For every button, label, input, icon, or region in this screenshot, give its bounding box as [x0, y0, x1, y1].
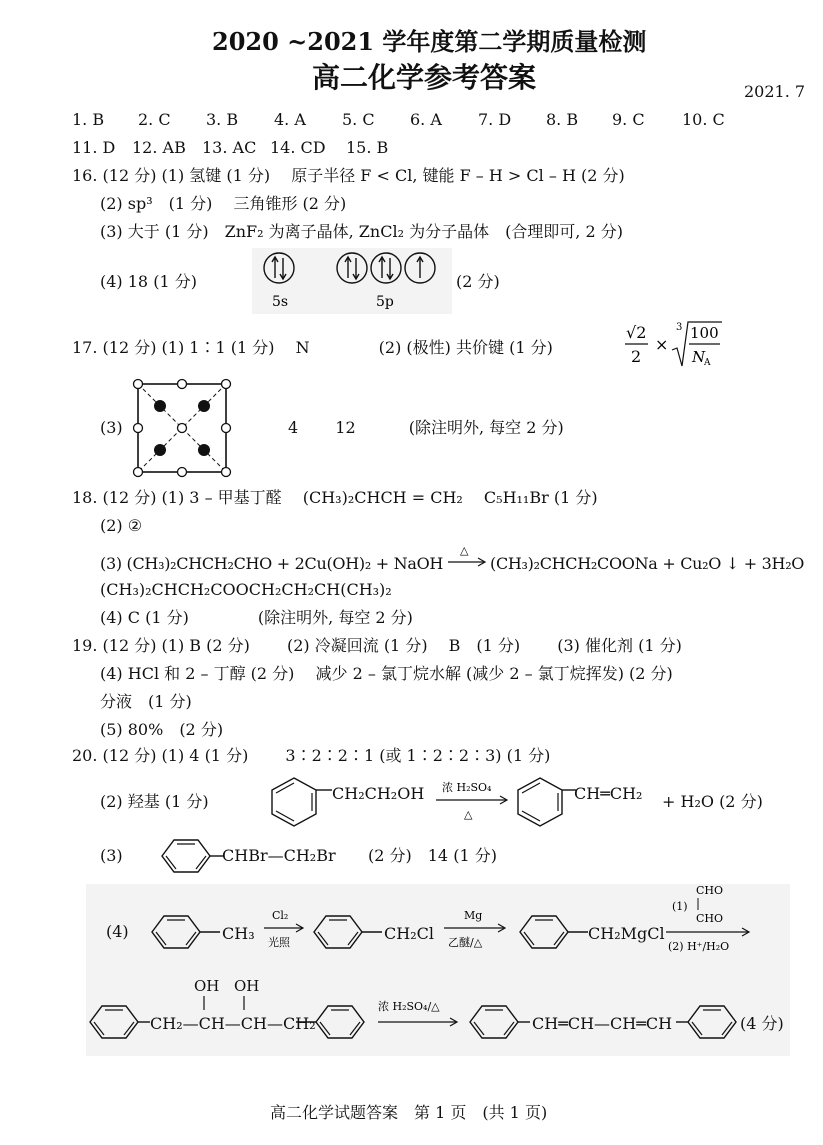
q19-line4: (5) 80% (2 分): [100, 720, 224, 739]
mc-answer-8: 8. B: [546, 110, 579, 129]
q20-cond-top: 浓 H₂SO₄: [442, 781, 492, 794]
q20-cond2-bottom: 乙醚/△: [448, 936, 483, 949]
q16-line2: (2) sp³ (1 分) 三角锥形 (2 分): [100, 194, 347, 213]
q20-line2-label: (2) 羟基 (1 分): [100, 792, 209, 811]
q18-line3: (3) (CH₃)₂CHCH₂CHO + 2Cu(OH)₂ + NaOH: [100, 554, 444, 573]
crystal-unit-cell-diagram: [130, 376, 236, 482]
q20-line4-label: (4): [106, 922, 129, 941]
mc-answer-7: 7. D: [478, 110, 512, 129]
orbital-5s: [264, 253, 294, 283]
mc-answer-9: 9. C: [612, 110, 645, 129]
formula-root-numerator: 100: [690, 324, 719, 342]
q18-line3-product: (CH₃)₂CHCH₂COONa + Cu₂O ↓ + 3H₂O: [490, 554, 805, 573]
q20-step2-substance: CH₂Cl: [384, 924, 434, 943]
q20-step1-substance: CH₃: [222, 924, 255, 943]
mc-answer-15: 15. B: [346, 138, 389, 157]
reaction-arrow-icon: [446, 544, 488, 570]
reaction-arrow-icon: [442, 906, 508, 952]
orbital-label-5p: 5p: [376, 294, 394, 310]
q20-line2-reactant: CH₂CH₂OH: [332, 784, 425, 803]
q19-line1: 19. (12 分) (1) B (2 分) (2) 冷凝回流 (1 分) B (1 分) (3) 催化剂 (1 分): [72, 636, 682, 655]
q18-line1: 18. (12 分) (1) 3 – 甲基丁醛 (CH₃)₂CHCH = CH₂ C₅H₁₁Br (1 分): [72, 488, 598, 507]
benzene-ring-icon: [514, 910, 594, 954]
q20-cond3-bottom: (2) H⁺/H₂O: [668, 940, 730, 953]
q18-line5: (4) C (1 分) (除注明外, 每空 2 分): [100, 608, 413, 627]
page-title: 2020 ~2021 学年度第二学期质量检测: [212, 27, 647, 56]
q20-line3-score: (2 分) 14 (1 分): [368, 846, 497, 865]
formula-numerator: √2: [626, 323, 647, 342]
benzene-ring-icon: [308, 910, 388, 954]
formula-times: ×: [655, 335, 669, 354]
mc-answer-2: 2. C: [138, 110, 171, 129]
q20-cond1-bottom: 光照: [268, 936, 290, 949]
mc-answer-4: 4. A: [274, 110, 306, 129]
q17-line3-text: 4 12 (除注明外, 每空 2 分): [288, 418, 564, 437]
q20-cond3-cho-b: CHO: [696, 912, 724, 925]
mc-answer-11: 11. D: [72, 138, 116, 157]
formula-root-index: 3: [676, 322, 683, 333]
q20-line1: 20. (12 分) (1) 4 (1 分) 3∶2∶2∶1 (或 1∶2∶2∶3) (1 分): [72, 746, 551, 765]
q19-line2: (4) HCl 和 2 – 丁醇 (2 分) 减少 2 – 氯丁烷水解 (减少 2 – 氯丁烷挥发) (2 分): [100, 664, 673, 683]
hydroxyl-label-2: OH: [234, 977, 260, 995]
q20-line3-label: (3): [100, 846, 123, 865]
mc-answer-14: 14. CD: [270, 138, 326, 157]
q16-line4-score: (2 分): [456, 272, 500, 291]
reaction-arrow-icon: [376, 996, 462, 1030]
mc-answer-12: 12. AB: [132, 138, 186, 157]
q20-diol-chain: CH₂—CH—CH—CH₂: [150, 1014, 316, 1033]
mc-answer-6: 6. A: [410, 110, 442, 129]
hydroxyl-label-1: OH: [194, 977, 220, 995]
page-subtitle: 高二化学参考答案: [312, 61, 537, 94]
q20-line2-product: CH═CH₂: [574, 784, 643, 803]
benzene-ring-icon: [674, 1000, 744, 1044]
q18-arrow-condition: △: [460, 544, 469, 557]
q20-cond-bottom: △: [464, 808, 473, 821]
orbital-label-5s: 5s: [272, 294, 289, 310]
formula-root-denominator-sub: A: [704, 358, 711, 368]
formula-denominator: 2: [631, 347, 642, 366]
q19-line3: 分液 (1 分): [100, 692, 192, 711]
q20-cond4-top: 浓 H₂SO₄/△: [378, 1000, 440, 1013]
mc-answer-3: 3. B: [206, 110, 239, 129]
benzene-ring-icon: [270, 772, 334, 832]
q20-step3-substance: CH₂MgCl: [588, 924, 665, 943]
q18-line4: (CH₃)₂CHCH₂COOCH₂CH₂CH(CH₃)₂: [100, 580, 392, 599]
benzene-ring-icon: [146, 836, 226, 880]
orbital-5p-1: [337, 253, 367, 283]
q16-line4: (4) 18 (1 分): [100, 272, 197, 291]
q17-line3-label: (3): [100, 418, 123, 437]
orbital-5p-3: [405, 253, 435, 283]
exam-date: 2021. 7: [744, 82, 806, 101]
q20-final-product: CH═CH—CH═CH: [532, 1014, 673, 1033]
q20-line2-score: + H₂O (2 分): [662, 792, 763, 811]
mc-answer-13: 13. AC: [202, 138, 257, 157]
reaction-arrow-icon: [262, 906, 306, 952]
reaction-arrow-icon: [664, 880, 754, 956]
orbital-diagram: [252, 248, 452, 314]
q20-line3-product: CHBr—CH₂Br: [222, 846, 336, 865]
q16-line3: (3) 大于 (1 分) ZnF₂ 为离子晶体, ZnCl₂ 为分子晶体 (合理即可, 2 分): [100, 222, 623, 241]
q16-line1: 16. (12 分) (1) 氢键 (1 分) 原子半径 F < Cl, 键能 F – H > Cl – H (2 分): [72, 166, 625, 185]
benzene-ring-icon: [294, 1000, 376, 1044]
q20-cond2-top: Mg: [464, 909, 483, 922]
orbital-5p-2: [371, 253, 401, 283]
benzene-ring-icon: [146, 910, 226, 954]
mc-answer-5: 5. C: [342, 110, 375, 129]
reaction-arrow-icon: [434, 778, 510, 824]
q20-cond1-top: Cl₂: [272, 909, 289, 922]
q17-line1: 17. (12 分) (1) 1∶1 (1 分) N (2) (极性) 共价键 (1 分): [72, 338, 553, 357]
q20-cond3-cho-a: CHO: [696, 884, 724, 897]
q20-cond3-step: (1): [672, 900, 688, 913]
benzene-ring-icon: [516, 772, 580, 832]
benzene-ring-icon: [86, 1000, 156, 1044]
q20-line4-score: (4 分): [740, 1014, 784, 1033]
q18-line2: (2) ②: [100, 516, 143, 535]
mc-answer-10: 10. C: [682, 110, 725, 129]
hydroxyl-bonds: [190, 994, 260, 1014]
benzene-ring-icon: [466, 1000, 536, 1044]
q17-formula: [622, 318, 732, 374]
mc-answer-1: 1. B: [72, 110, 105, 129]
page-footer: 高二化学试题答案 第 1 页 (共 1 页): [270, 1103, 548, 1122]
formula-root-denominator: N: [692, 348, 706, 366]
